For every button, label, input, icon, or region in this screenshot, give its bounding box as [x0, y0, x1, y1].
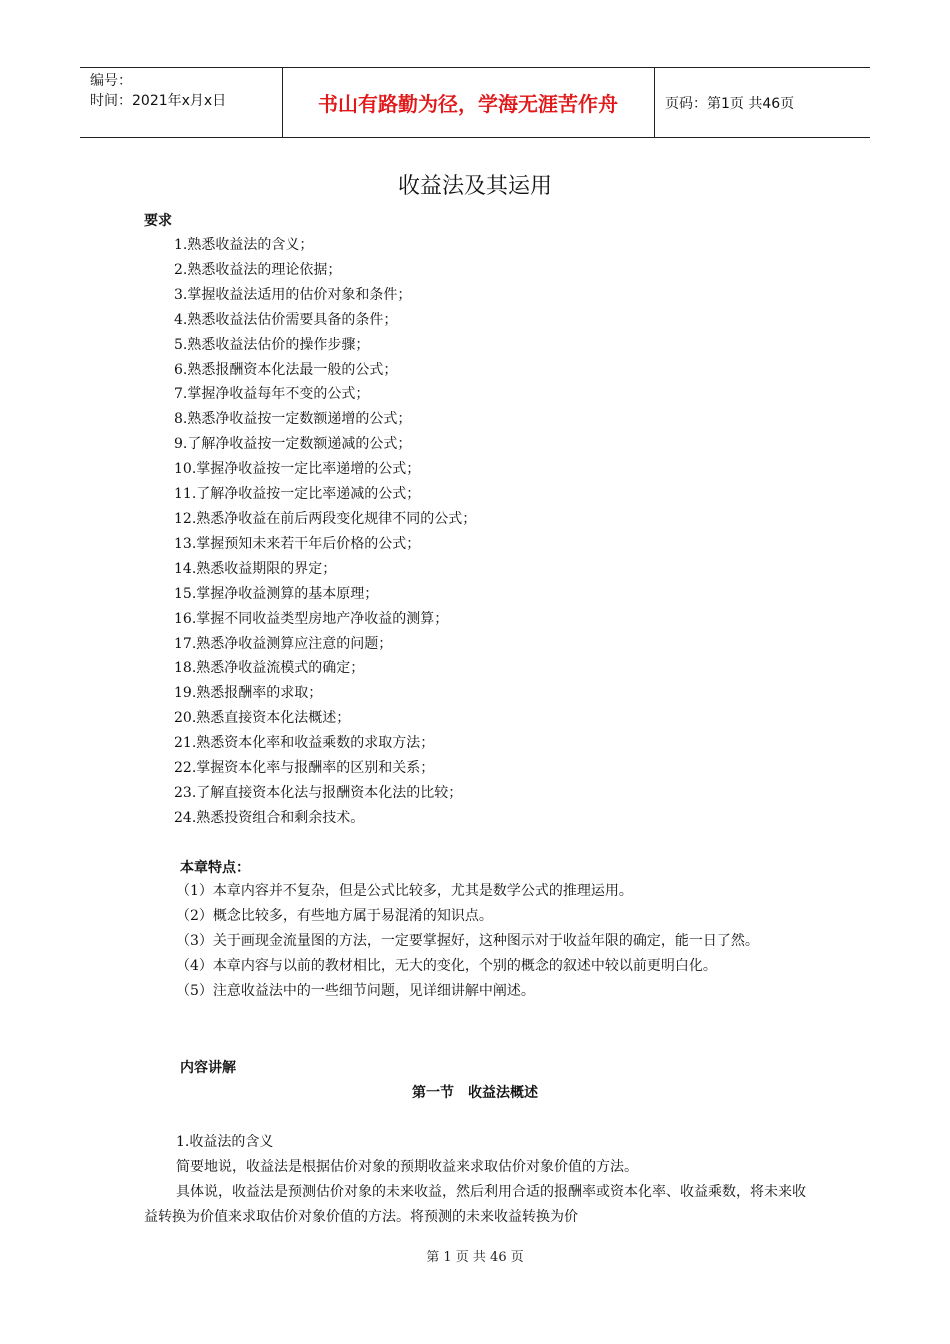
paragraph: 简要地说，收益法是根据估价对象的预期收益来求取估价对象价值的方法。: [176, 1159, 638, 1175]
header-divider: [654, 68, 655, 137]
features-heading: 本章特点：: [180, 860, 250, 876]
list-item: 2.熟悉收益法的理论依据；: [174, 261, 342, 278]
list-item: 21.熟悉资本化率和收益乘数的求取方法；: [174, 735, 435, 752]
list-item: 17.熟悉净收益测算应注意的问题；: [174, 635, 393, 652]
section-title: 第一节 收益法概述: [412, 1085, 538, 1101]
header-time-label: 时间：2021年x月x日: [90, 93, 227, 109]
feature-item: （5）注意收益法中的一些细节问题，见详细讲解中阐述。: [176, 983, 535, 999]
page-footer: 第 1 页 共 46 页: [426, 1250, 524, 1265]
list-item: 16.掌握不同收益类型房地产净收益的测算；: [174, 610, 449, 627]
feature-item: （2）概念比较多，有些地方属于易混淆的知识点。: [176, 908, 493, 924]
list-item: 18.熟悉净收益流模式的确定；: [174, 660, 365, 677]
list-item: 9.了解净收益按一定数额递减的公式；: [174, 436, 412, 453]
list-item: 5.熟悉收益法估价的操作步骤；: [174, 336, 370, 353]
subheading: 1.收益法的含义: [176, 1134, 274, 1150]
paragraph: 具体说，收益法是预测估价对象的未来收益，然后利用合适的报酬率或资本化率、收益乘数，将未来收益转换为价值来求取估价对象价值的方法。将预测的未来收益转换为价: [144, 1184, 806, 1225]
list-item: 8.熟悉净收益按一定数额递增的公式；: [174, 411, 412, 428]
list-item: 22.掌握资本化率与报酬率的区别和关系；: [174, 760, 435, 777]
feature-item: （1）本章内容并不复杂，但是公式比较多，尤其是数学公式的推理运用。: [176, 883, 633, 899]
list-item: 4.熟悉收益法估价需要具备的条件；: [174, 311, 398, 328]
header-number-label: 编号：: [90, 73, 132, 89]
list-item: 15.掌握净收益测算的基本原理；: [174, 585, 379, 602]
list-item: 20.熟悉直接资本化法概述；: [174, 710, 351, 727]
feature-item: （4）本章内容与以前的教材相比，无大的变化，个别的概念的叙述中较以前更明白化。: [176, 958, 717, 974]
list-item: 11.了解净收益按一定比率递减的公式；: [174, 486, 421, 503]
header-meta: [90, 71, 280, 111]
document-title: 收益法及其运用: [397, 174, 552, 199]
content-heading: 内容讲解: [180, 1060, 236, 1076]
features-list: [144, 879, 834, 1004]
list-item: 3.掌握收益法适用的估价对象和条件；: [174, 286, 412, 303]
feature-item: （3）关于画现金流量图的方法，一定要掌握好，这种图示对于收益年限的确定，能一日了然。: [176, 933, 759, 949]
list-item: 10.掌握净收益按一定比率递增的公式；: [174, 461, 421, 478]
list-item: 14.熟悉收益期限的界定；: [174, 560, 337, 577]
requirements-list: [174, 233, 476, 831]
list-item: 19.熟悉报酬率的求取；: [174, 685, 323, 702]
list-item: 6.熟悉报酬资本化法最一般的公式；: [174, 361, 398, 378]
document-header: [80, 67, 870, 138]
header-page-info: 页码：第1页 共46页: [665, 95, 795, 112]
list-item: 7.掌握净收益每年不变的公式；: [174, 386, 370, 403]
requirements-heading: 要求: [144, 213, 172, 229]
header-motto: 书山有路勤为径，学海无涯苦作舟: [318, 92, 618, 116]
list-item: 12.熟悉净收益在前后两段变化规律不同的公式；: [174, 510, 477, 527]
list-item: 24.熟悉投资组合和剩余技术。: [174, 809, 365, 826]
list-item: 13.掌握预知未来若干年后价格的公式；: [174, 535, 421, 552]
list-item: 23.了解直接资本化法与报酬资本化法的比较；: [174, 784, 463, 801]
list-item: 1.熟悉收益法的含义；: [174, 237, 314, 253]
